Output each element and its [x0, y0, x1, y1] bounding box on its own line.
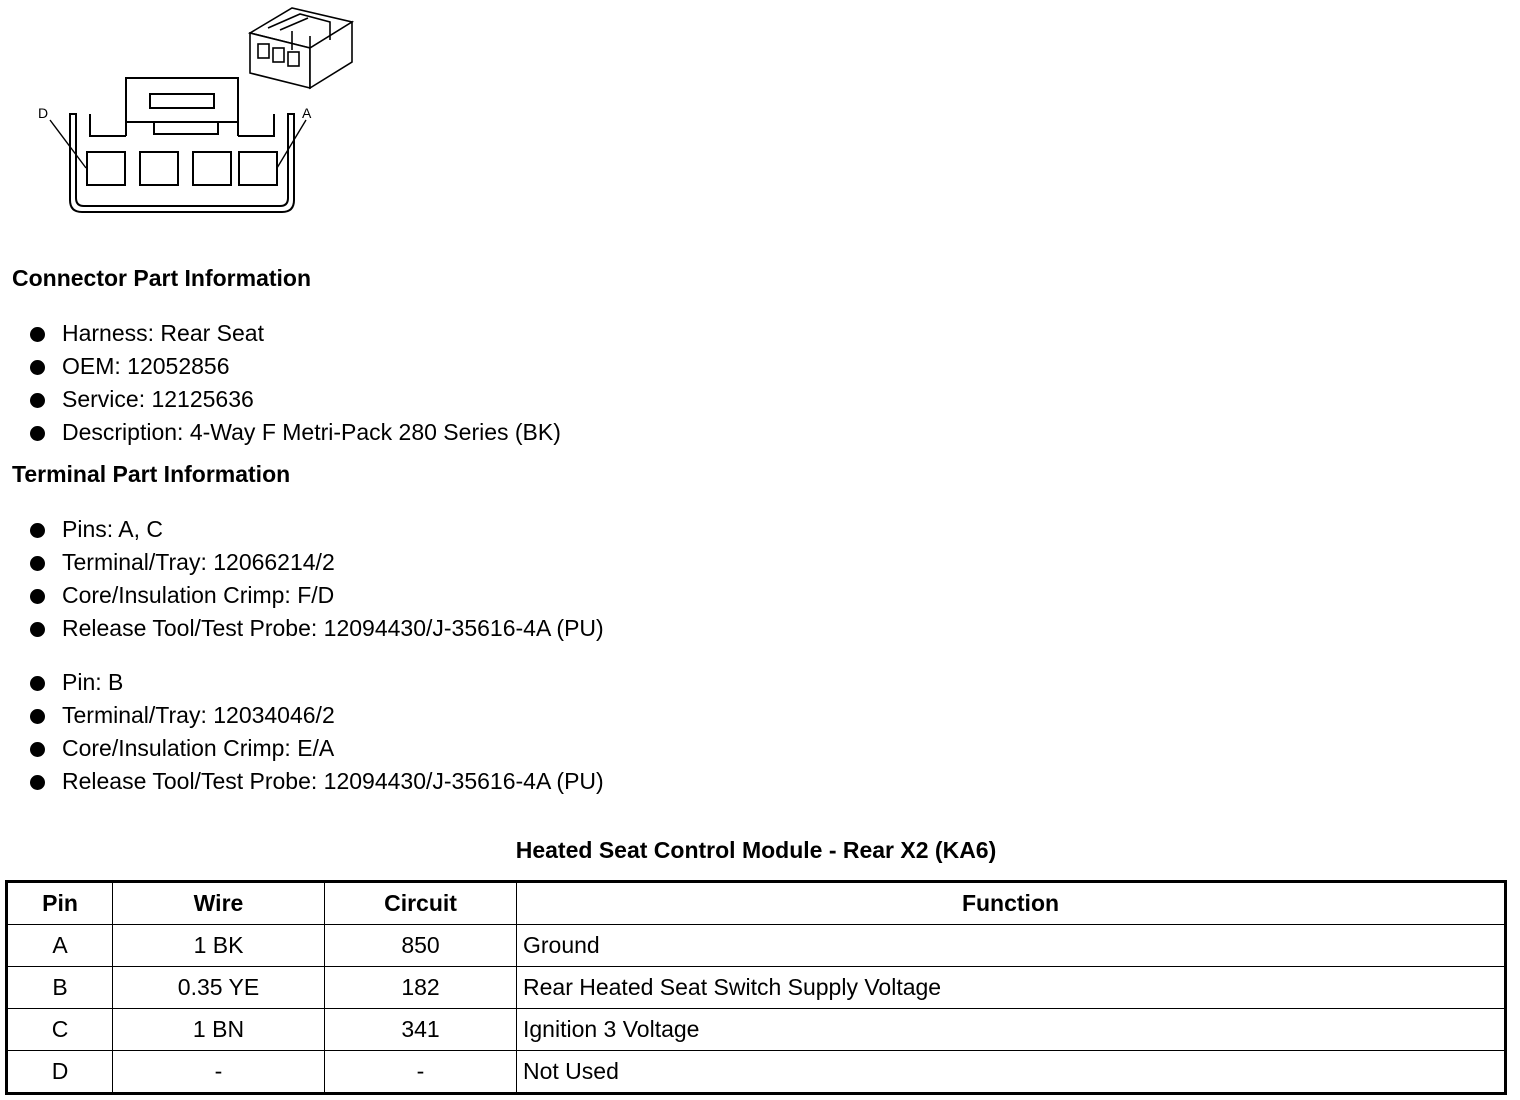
cell-circuit: 850 — [325, 925, 517, 967]
pin-label-a: A — [302, 105, 312, 121]
connector-diagram — [30, 0, 370, 225]
table-row — [7, 925, 1506, 967]
table-row — [7, 1051, 1506, 1094]
cell-circuit: 341 — [325, 1009, 517, 1051]
list-item: Core/Insulation Crimp: E/A — [30, 732, 604, 765]
table-row — [7, 1009, 1506, 1051]
list-item: Harness: Rear Seat — [30, 317, 561, 350]
column-header-circuit: Circuit — [325, 882, 517, 925]
list-item: Description: 4-Way F Metri-Pack 280 Series (BK) — [30, 416, 561, 449]
terminal-info-list-2 — [30, 666, 604, 798]
table-title: Heated Seat Control Module - Rear X2 (KA6) — [515, 837, 997, 863]
cell-wire: 1 BN — [113, 1009, 325, 1051]
cell-circuit: - — [325, 1051, 517, 1094]
column-header-wire: Wire — [113, 882, 325, 925]
cell-function: Ignition 3 Voltage — [517, 1009, 1506, 1051]
cell-circuit: 182 — [325, 967, 517, 1009]
cell-pin: B — [7, 967, 113, 1009]
terminal-info-list-1 — [30, 513, 604, 645]
cell-wire: 1 BK — [113, 925, 325, 967]
cell-function: Rear Heated Seat Switch Supply Voltage — [517, 967, 1506, 1009]
cavity-d — [87, 152, 125, 185]
column-header-pin: Pin — [7, 882, 113, 925]
cell-pin: A — [7, 925, 113, 967]
connector-face — [70, 78, 294, 212]
list-item: Pins: A, C — [30, 513, 604, 546]
cell-wire: - — [113, 1051, 325, 1094]
list-item: Core/Insulation Crimp: F/D — [30, 579, 604, 612]
list-item: Terminal/Tray: 12066214/2 — [30, 546, 604, 579]
cell-function: Ground — [517, 925, 1506, 967]
list-item: Release Tool/Test Probe: 12094430/J-35616-4A (PU) — [30, 612, 604, 645]
connector-info-list — [30, 317, 561, 449]
list-item: Release Tool/Test Probe: 12094430/J-35616-4A (PU) — [30, 765, 604, 798]
cell-pin: D — [7, 1051, 113, 1094]
connector-thumbnail — [250, 8, 352, 88]
table-header-row — [7, 882, 1506, 925]
list-item: OEM: 12052856 — [30, 350, 561, 383]
cell-wire: 0.35 YE — [113, 967, 325, 1009]
cavity-a — [239, 152, 277, 185]
list-item: Pin: B — [30, 666, 604, 699]
terminal-info-title: Terminal Part Information — [12, 461, 291, 487]
pinout-table — [5, 880, 1507, 1095]
cavity-c — [140, 152, 178, 185]
table-row — [7, 967, 1506, 1009]
pin-cavities — [87, 152, 277, 185]
connector-info-title: Connector Part Information — [12, 265, 312, 291]
list-item: Terminal/Tray: 12034046/2 — [30, 699, 604, 732]
list-item: Service: 12125636 — [30, 383, 561, 416]
cell-function: Not Used — [517, 1051, 1506, 1094]
pin-label-d: D — [38, 105, 49, 121]
cell-pin: C — [7, 1009, 113, 1051]
cavity-b — [193, 152, 231, 185]
column-header-function: Function — [517, 882, 1506, 925]
